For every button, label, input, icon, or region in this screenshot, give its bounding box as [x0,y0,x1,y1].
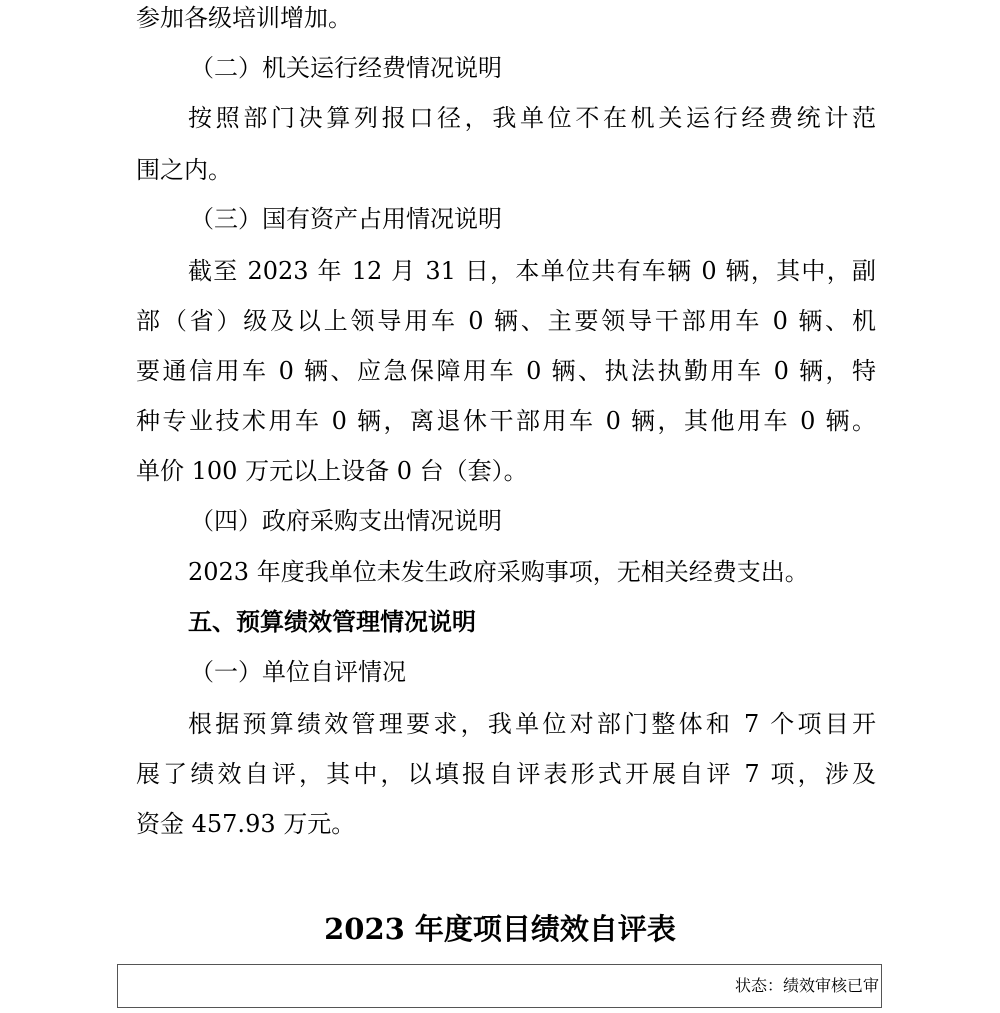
subheading-procurement: （四）政府采购支出情况说明 [190,507,502,535]
paragraph-line: 截至 2023 年 12 月 31 日，本单位共有车辆 0 辆，其中，副 [188,257,876,285]
paragraph-line: 要通信用车 0 辆、应急保障用车 0 辆、执法执勤用车 0 辆，特 [136,357,876,385]
section-heading-performance: 五、预算绩效管理情况说明 [188,608,476,636]
status-text: 状态：绩效审核已审 [734,976,879,995]
paragraph-line: 根据预算绩效管理要求，我单位对部门整体和 7 个项目开 [188,710,876,738]
subheading-operating-expenses: （二）机关运行经费情况说明 [190,54,502,82]
paragraph-line: 按照部门决算列报口径，我单位不在机关运行经费统计范 [188,104,876,132]
paragraph-line: 展了绩效自评，其中，以填报自评表形式开展自评 7 项，涉及 [136,760,876,788]
subheading-state-assets: （三）国有资产占用情况说明 [190,205,502,233]
paragraph-line: 资金 457.93 万元。 [136,810,356,838]
paragraph-line: 部（省）级及以上领导用车 0 辆、主要领导干部用车 0 辆、机 [136,307,876,335]
subheading-self-evaluation: （一）单位自评情况 [190,658,406,686]
paragraph-line: 围之内。 [136,156,232,184]
status-row [117,964,882,1008]
table-title: 2023 年度项目绩效自评表 [324,912,676,946]
paragraph-line: 种专业技术用车 0 辆，离退休干部用车 0 辆，其他用车 0 辆。 [136,407,876,435]
paragraph-line: 2023 年度我单位未发生政府采购事项，无相关经费支出。 [188,558,809,586]
paragraph-line: 参加各级培训增加。 [136,4,352,32]
paragraph-line: 单价 100 万元以上设备 0 台（套）。 [136,457,528,485]
